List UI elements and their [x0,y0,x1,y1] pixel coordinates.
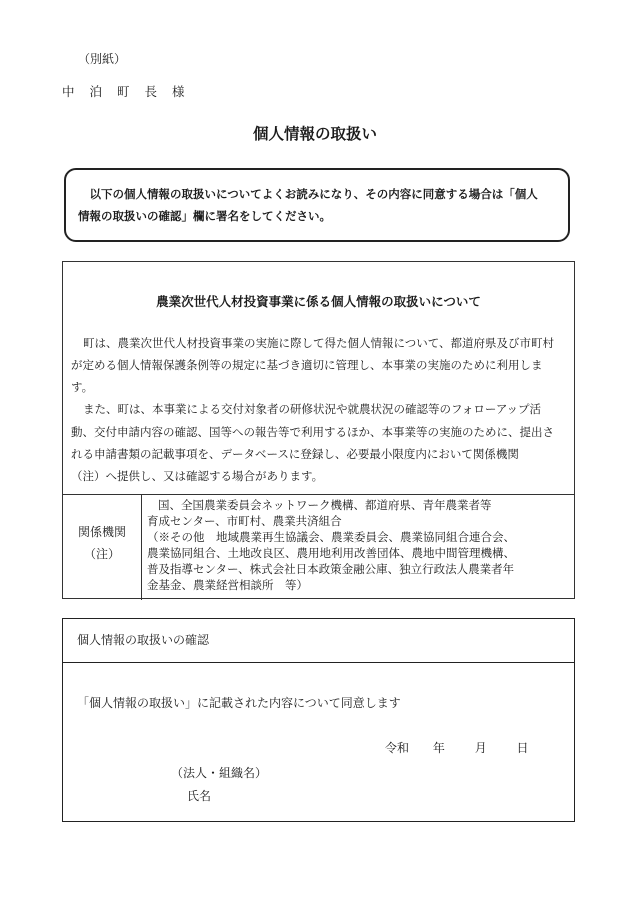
related-line: 金基金、農業経営相談所 等） [147,578,308,592]
section-title: 農業次世代人材投資事業に係る個人情報の取扱いについて [156,294,481,309]
paragraph-line: 動、交付申請内容の確認、国等への報告等で利用するほか、本事業等の実施のために、提出さ [71,425,554,439]
date-field[interactable] [385,739,529,756]
related-line: 育成センター、市町村、農業共済組合 [147,514,342,528]
organization-name-field[interactable]: （法人・組織名） [171,766,268,780]
confirmation-title: 個人情報の取扱いの確認 [77,633,210,647]
related-line: 普及指導センター、株式会社日本政策金融公庫、独立行政法人農業者年 [147,562,515,576]
related-line: 国、全国農業委員会ネットワーク機構、都道府県、青年農業者等 [158,498,492,512]
paragraph-line: す。 [71,380,94,394]
related-line: （※その他 地域農業再生協議会、農業委員会、農業協同組合連合会、 [147,530,515,544]
month-label: 月 [474,741,487,755]
notice-line-1: 以下の個人情報の取扱いについてよくお読みになり、その内容に同意する場合は「個人 [89,187,538,201]
attachment-label: （別紙） [78,52,127,66]
notice-box [64,168,570,242]
related-organizations-label [63,495,142,600]
related-organizations-table [63,494,574,600]
related-label-line-1: 関係機関 [77,525,126,539]
day-label: 日 [516,741,529,755]
paragraph-line: が定める個人情報保護条例等の規定に基づき適切に管理し、本事業の実施のために利用しま [71,358,543,372]
year-label: 年 [432,741,445,755]
paragraph-line: また、町は、本事業による交付対象者の研修状況や就農状況の確認等のフォローアップ活 [83,402,542,416]
page-title: 個人情報の取扱い [252,125,377,143]
era-label: 令和 [385,741,410,755]
paragraph-line: れる申請書類の記載事項を、データベースに登録し、必要最小限度内において関係機関 [71,447,519,461]
privacy-policy-section [62,261,575,599]
confirmation-header [63,619,574,663]
notice-line-2: 情報の取扱いの確認」欄に署名をしてください。 [78,209,331,223]
paragraph-line: 町は、農業次世代人材投資事業の実施に際して得た個人情報について、都道府県及び市町村 [83,336,555,350]
related-label-line-2: （注） [83,547,120,561]
consent-statement: 「個人情報の取扱い」に記載された内容について同意します [77,696,401,710]
confirmation-box [62,618,575,822]
related-line: 農業協同組合、土地改良区、農用地利用改善団体、農地中間管理機構、 [147,546,515,560]
signature-name-field[interactable]: 氏名 [187,789,212,803]
paragraph-line: （注）へ提供し、又は確認する場合があります。 [71,469,324,483]
addressee: 中泊町長様 [62,84,200,99]
related-organizations-list [147,497,515,593]
